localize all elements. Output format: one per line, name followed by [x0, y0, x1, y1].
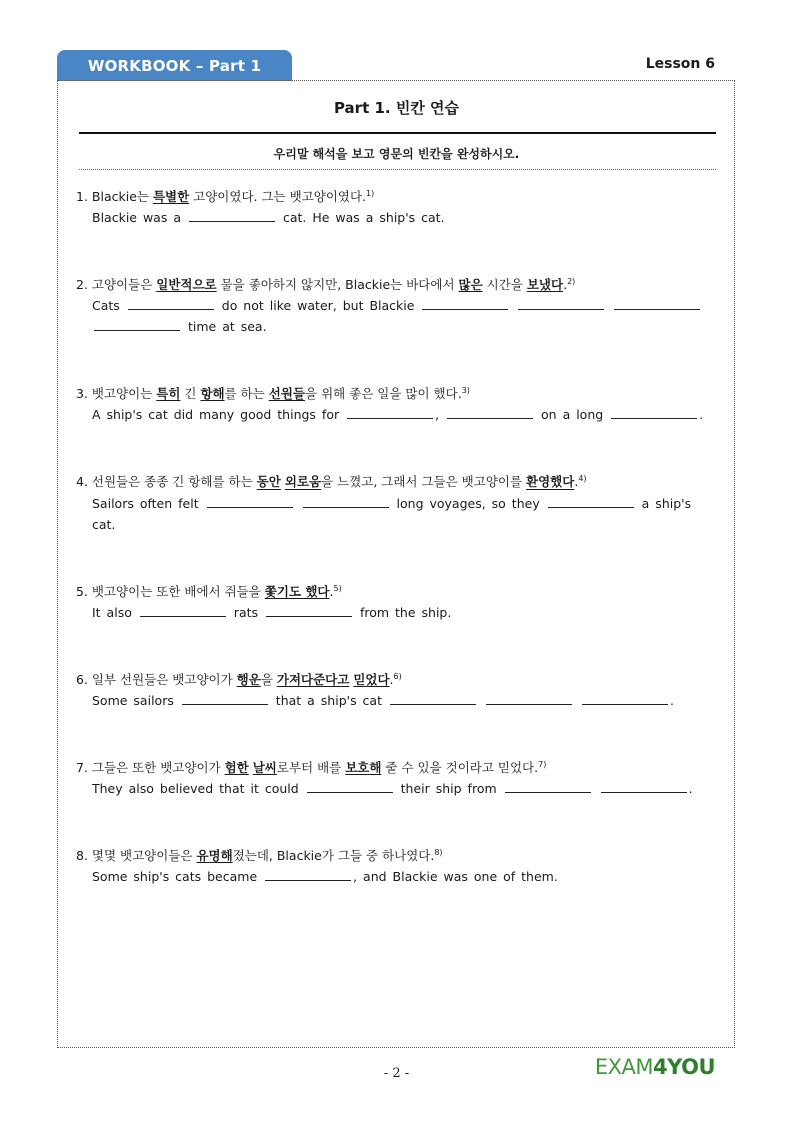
lesson-label: Lesson 6	[645, 56, 715, 72]
keyword: 행운	[236, 671, 261, 687]
korean-text: 7. 그들은 또한 뱃고양이가	[76, 760, 225, 776]
answer-blank[interactable]	[128, 299, 214, 310]
korean-text: 1. Blackie는	[76, 189, 153, 205]
korean-sentence	[76, 667, 718, 690]
korean-text: 시간을	[482, 277, 527, 293]
korean-text: 8. 몇몇 뱃고양이들은	[76, 848, 197, 864]
answer-blank[interactable]	[189, 211, 275, 222]
answer-blank[interactable]	[266, 606, 352, 617]
korean-text: 4. 선원들은 종종 긴 항해를 하는	[76, 474, 257, 490]
english-sentence	[76, 866, 718, 887]
question-item	[76, 755, 718, 799]
english-sentence	[76, 493, 718, 535]
english-sentence	[76, 602, 718, 623]
logo-text-4you: 4YOU	[653, 1055, 715, 1079]
english-text: .	[688, 781, 693, 797]
korean-text: .	[574, 474, 579, 490]
english-text: their ship from	[394, 781, 503, 797]
english-text: Cats	[92, 298, 126, 314]
korean-sentence	[76, 381, 718, 404]
english-text: cat. He was a ship's cat.	[276, 210, 445, 226]
keyword: 믿었다	[353, 671, 390, 687]
exam4you-logo	[595, 1055, 715, 1079]
english-sentence	[76, 778, 718, 799]
answer-blank[interactable]	[390, 694, 476, 705]
english-text: .	[699, 407, 704, 423]
english-text: It also	[92, 604, 138, 620]
korean-text: .	[389, 671, 394, 687]
english-text: A ship's cat did many good things for	[92, 407, 346, 423]
korean-text: 을	[260, 671, 277, 687]
keyword: 특별한	[152, 189, 190, 205]
english-text: from the ship.	[354, 604, 452, 620]
page-title: Part 1. 빈칸 연습	[333, 99, 460, 117]
english-text: long voyages, so they	[390, 495, 546, 511]
english-text: time at sea.	[182, 319, 267, 335]
english-text: rats	[227, 604, 264, 620]
korean-sentence	[76, 579, 718, 602]
page-number: - 2 -	[383, 1066, 410, 1081]
footnote-marker: 1)	[366, 189, 375, 198]
answer-blank[interactable]	[140, 606, 226, 617]
keyword: 보냈다	[526, 277, 564, 293]
footnote-marker: 7)	[538, 759, 547, 769]
keyword: 보호해	[345, 760, 382, 776]
question-item	[76, 469, 718, 534]
english-text: They also believed that it could	[92, 781, 305, 797]
answer-blank[interactable]	[548, 497, 634, 508]
korean-sentence	[76, 272, 718, 295]
answer-blank[interactable]	[447, 408, 533, 419]
instruction-text: 우리말 해석을 보고 영문의 빈칸을 완성하시오.	[273, 147, 520, 161]
korean-text: 물을 좋아하지 않지만, Blackie는 바다에서	[216, 277, 459, 293]
answer-blank[interactable]	[601, 782, 687, 793]
english-text: Blackie was a	[92, 210, 187, 226]
english-text: Sailors often felt	[92, 495, 205, 511]
english-text	[593, 781, 599, 796]
keyword: 쫓기도 했다	[264, 583, 330, 599]
question-item	[76, 843, 718, 887]
answer-blank[interactable]	[347, 408, 433, 419]
english-text	[510, 298, 516, 313]
answer-blank[interactable]	[307, 782, 393, 793]
answer-blank[interactable]	[582, 694, 668, 705]
answer-blank[interactable]	[182, 694, 268, 705]
keyword: 가져다준다고	[276, 671, 350, 687]
korean-text: 를 하는	[224, 386, 269, 402]
answer-blank[interactable]	[611, 408, 697, 419]
korean-text: 줄 수 있을 것이라고 믿었다.	[381, 760, 539, 776]
answer-blank[interactable]	[486, 694, 572, 705]
keyword: 환영했다	[526, 474, 575, 490]
english-text: .	[669, 692, 674, 708]
english-text: Some sailors	[92, 692, 180, 708]
korean-text: 로부터 배를	[276, 760, 346, 776]
korean-text: 5. 뱃고양이는 또한 배에서 쥐들을	[76, 583, 265, 599]
instruction-divider	[79, 169, 716, 170]
english-text: ,	[435, 407, 446, 423]
question-list	[76, 184, 718, 931]
question-item	[76, 272, 718, 337]
workbook-tab	[57, 50, 292, 81]
korean-text: 2. 고양이들은	[76, 277, 157, 293]
footnote-marker: 5)	[333, 583, 342, 593]
english-text: Some ship's cats became	[92, 869, 264, 885]
keyword: 항해	[200, 386, 225, 402]
english-text: on a long	[535, 407, 610, 423]
english-sentence	[76, 404, 718, 425]
keyword: 선원들	[268, 386, 306, 402]
title-divider	[79, 132, 716, 134]
korean-sentence	[76, 184, 718, 207]
korean-text: .	[329, 583, 334, 599]
answer-blank[interactable]	[265, 870, 351, 881]
footnote-marker: 8)	[434, 848, 443, 858]
keyword: 외로움	[284, 474, 322, 490]
keyword: 유명해	[196, 848, 233, 864]
korean-text: 긴	[180, 386, 201, 402]
footnote-marker: 3)	[461, 386, 470, 396]
english-text	[478, 693, 484, 708]
english-text	[606, 298, 612, 313]
question-item	[76, 381, 718, 425]
english-text: , and Blackie was one of them.	[353, 869, 558, 885]
keyword: 험한	[224, 760, 249, 776]
korean-text: 졌는데, Blackie가 그들 중 하나였다.	[232, 848, 435, 864]
korean-sentence	[76, 755, 718, 778]
answer-blank[interactable]	[422, 299, 508, 310]
korean-text: 3. 뱃고양이는	[76, 386, 157, 402]
english-sentence	[76, 295, 718, 337]
korean-text: 6. 일부 선원들은 뱃고양이가	[76, 671, 237, 687]
english-text: that a ship's cat	[269, 692, 388, 708]
answer-blank[interactable]	[505, 782, 591, 793]
korean-sentence	[76, 843, 718, 866]
keyword: 특히	[156, 386, 181, 402]
english-text: a ship's cat.	[92, 495, 692, 532]
answer-blank[interactable]	[94, 320, 180, 331]
answer-blank[interactable]	[207, 497, 293, 508]
keyword: 일반적으로	[156, 277, 217, 293]
answer-blank[interactable]	[303, 497, 389, 508]
english-text: do not like water, but Blackie	[215, 298, 421, 314]
keyword: 많은	[458, 277, 483, 293]
keyword: 동안	[256, 474, 281, 490]
korean-sentence	[76, 469, 718, 492]
korean-text: 을 위해 좋은 일을 많이 했다.	[305, 386, 462, 402]
korean-text: .	[563, 277, 568, 293]
question-item	[76, 184, 718, 228]
answer-blank[interactable]	[518, 299, 604, 310]
question-item	[76, 579, 718, 623]
footnote-marker: 2)	[567, 277, 576, 287]
english-text	[295, 496, 301, 511]
footnote-marker: 4)	[578, 474, 587, 484]
question-item	[76, 667, 718, 711]
answer-blank[interactable]	[614, 299, 700, 310]
korean-text: 고양이였다. 그는 뱃고양이였다.	[189, 189, 367, 205]
keyword: 날씨	[252, 760, 277, 776]
footnote-marker: 6)	[393, 671, 402, 681]
logo-text-exam: EXAM	[594, 1055, 654, 1079]
english-sentence	[76, 690, 718, 711]
english-text	[574, 693, 580, 708]
korean-text: 을 느꼈고, 그래서 그들은 뱃고양이를	[321, 474, 527, 490]
workbook-tab-label: WORKBOOK – Part 1	[87, 56, 262, 75]
english-sentence	[76, 207, 718, 228]
